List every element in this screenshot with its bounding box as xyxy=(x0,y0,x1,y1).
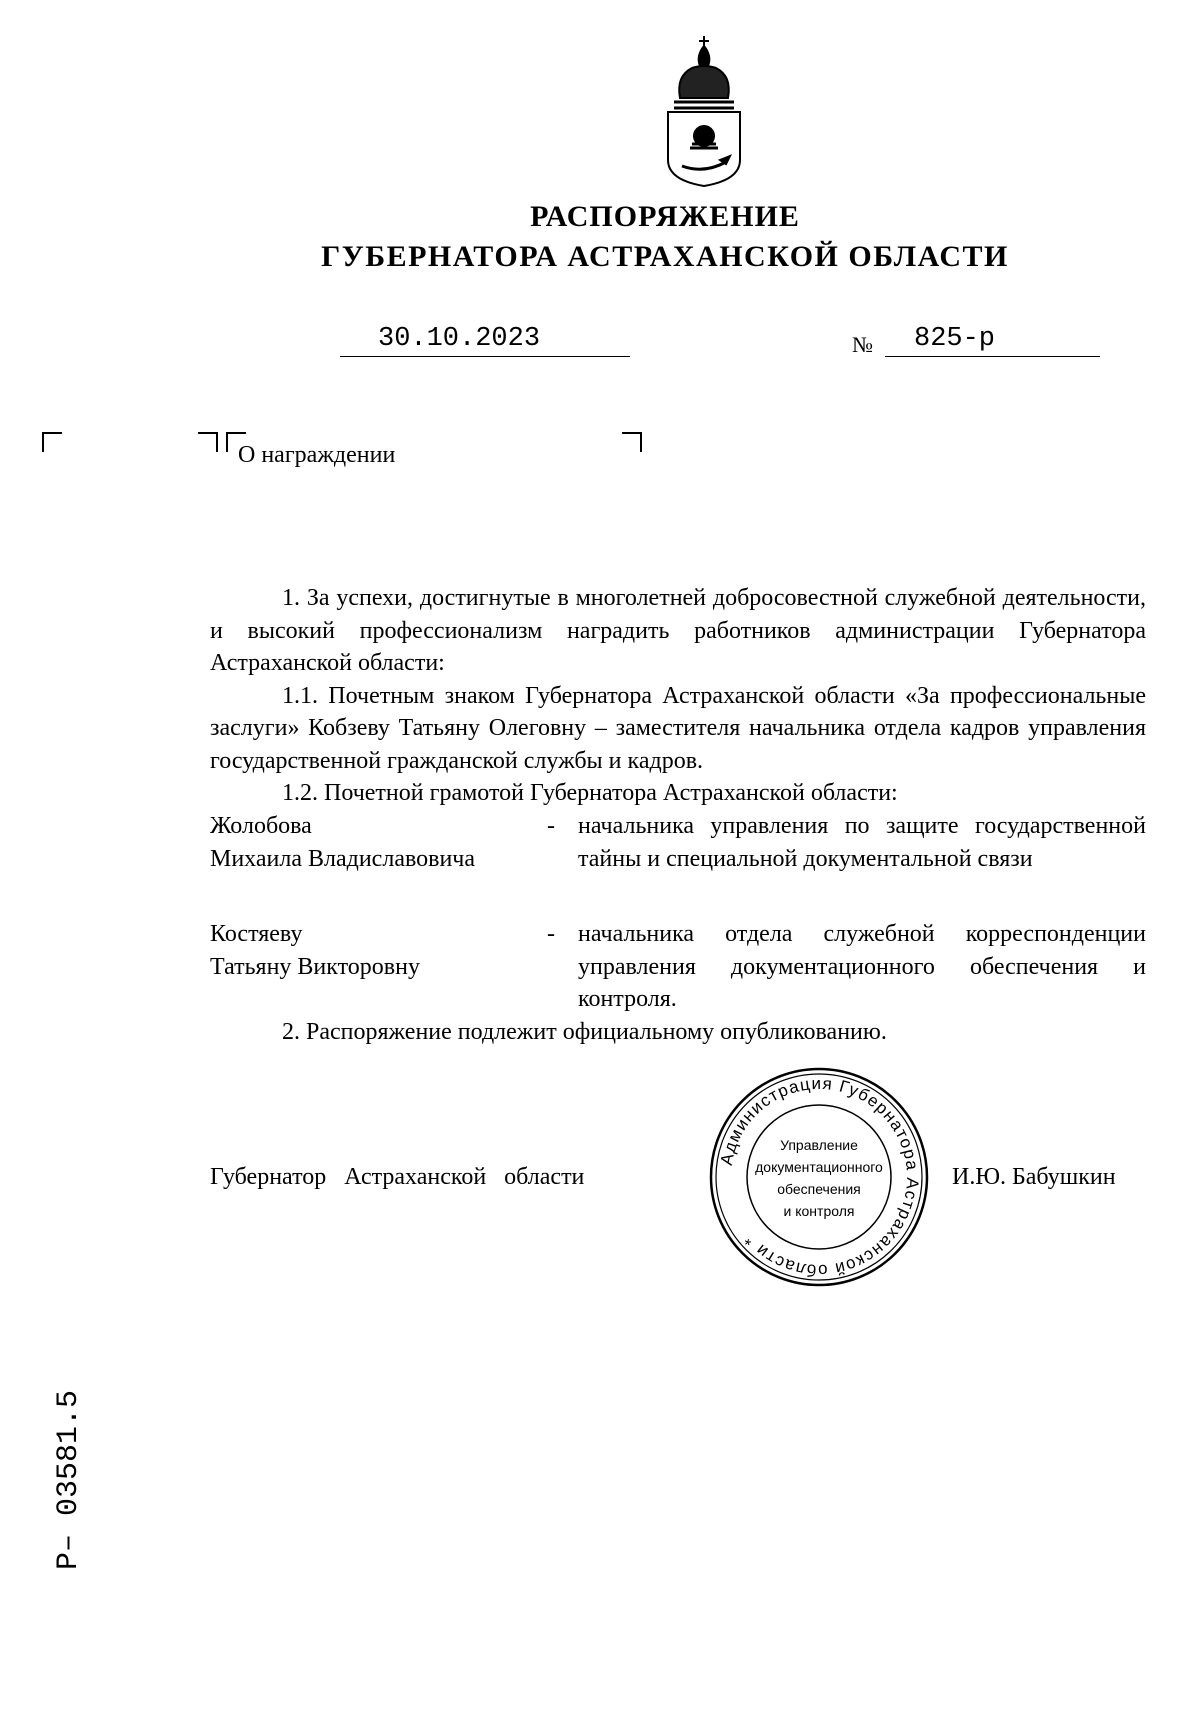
awardee-position: начальника управления по защите государственной тайны и специальной документальной связи xyxy=(578,813,1146,872)
awardee-given-names: Татьяну Викторовну xyxy=(210,953,420,980)
awardee-surname: Жолобова xyxy=(210,813,312,839)
awardee-dash: - xyxy=(547,921,555,947)
stamp-line-4: и контроля xyxy=(783,1203,855,1219)
official-stamp xyxy=(706,1064,932,1290)
awardee-position: начальника отдела служебной корреспонденции управления документационного обеспечения и контроля. xyxy=(578,921,1146,1012)
awardee-surname: Костяеву xyxy=(210,921,303,947)
stamp-line-3: обеспечения xyxy=(777,1181,861,1197)
document-date: 30.10.2023 xyxy=(378,324,541,354)
document-body-end xyxy=(210,1016,1146,1049)
stamp-line-1: Управление xyxy=(780,1137,858,1153)
awardee-name xyxy=(210,918,530,983)
subject-end-corner-mark xyxy=(622,432,642,452)
paragraph-1-1: 1.1. Почетным знаком Губернатора Астраханской области «За профессиональные заслуги» Кобзеву Татьяну Олеговну – заместителя начальника отдела кадров управления государственной гражданской службы и кадров. xyxy=(210,682,1146,774)
registration-number xyxy=(30,1380,90,1580)
paragraph-2: 2. Распоряжение подлежит официальному опубликованию. xyxy=(282,1019,887,1045)
awardee-given-names: Михаила Владиславовича xyxy=(210,845,476,872)
signatory-name: И.Ю. Бабушкин xyxy=(952,1164,1116,1190)
registration-number-text: Р– 03581.5 xyxy=(52,1389,86,1570)
document-type-title: РАСПОРЯЖЕНИЕ xyxy=(530,200,800,233)
document-number: 825-р xyxy=(914,324,996,354)
stamp-line-2: документационного xyxy=(755,1159,883,1175)
number-sign: № xyxy=(852,332,873,357)
document-subject: О награждении xyxy=(238,442,396,468)
paragraph-1: 1. За успехи, достигнутые в многолетней добросовестной служебной деятельности, и высокий профессионализм наградить работников администрации Губернатора Астраханской области: xyxy=(210,585,1146,676)
document-body xyxy=(210,582,1146,810)
left-margin-corner-mark xyxy=(42,432,62,452)
awardee-dash: - xyxy=(547,813,555,839)
paragraph-1-2: 1.2. Почетной грамотой Губернатора Астраханской области: xyxy=(282,780,898,806)
subject-corner-mark-right xyxy=(198,432,218,452)
awardee-name xyxy=(210,810,530,875)
stamp-outer-text: Администрация Губернатора Астраханской области * xyxy=(716,1073,923,1281)
issuer-title: ГУБЕРНАТОРА АСТРАХАНСКОЙ ОБЛАСТИ xyxy=(321,240,1009,273)
coat-of-arms-emblem xyxy=(660,32,748,190)
signatory-position: Губернатор Астраханской области xyxy=(210,1164,585,1190)
